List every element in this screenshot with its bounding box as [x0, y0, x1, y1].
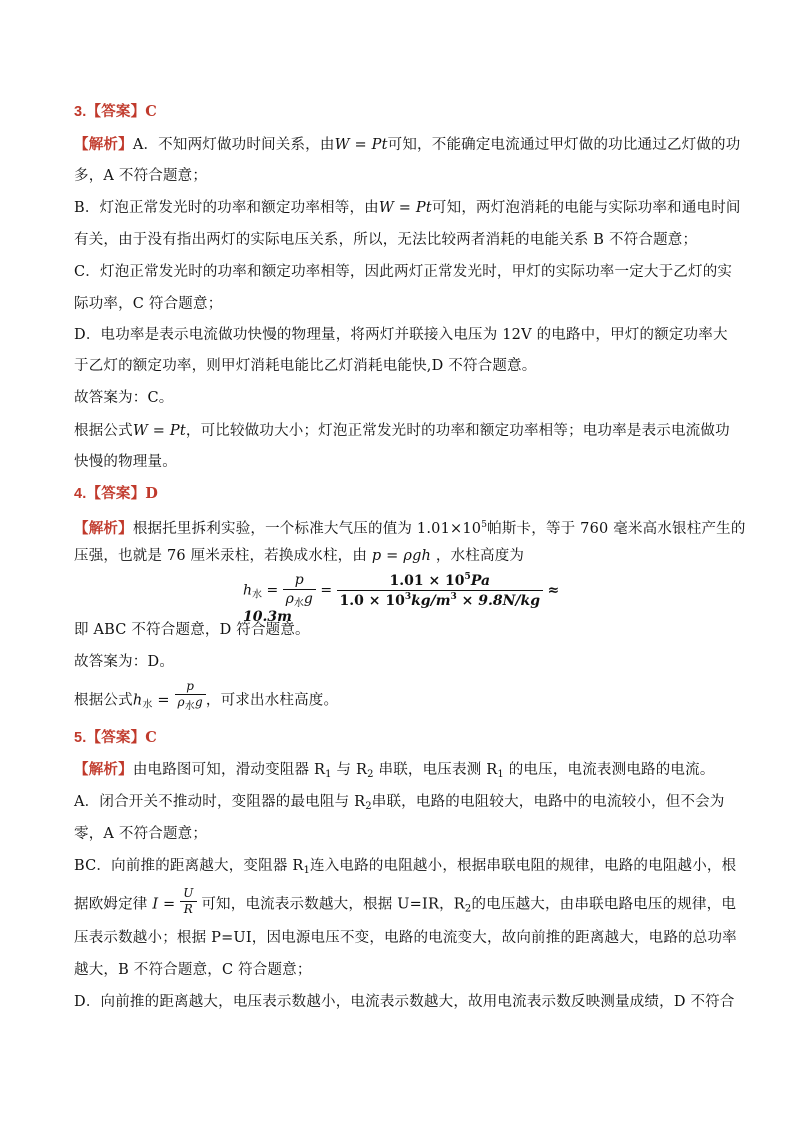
q3-answer-tag: 【答案】C — [86, 103, 158, 120]
q3-text: 际功率，C 符合题意； — [74, 296, 223, 312]
fraction-p-over-rho-g — [283, 572, 316, 609]
q4-text: ，水柱高度为 — [435, 548, 525, 564]
subscript: 水 — [184, 701, 195, 712]
formula-p-rho-g-h: p = ρgh — [371, 548, 432, 564]
q5-text: 可知，电流表示数越大，根据 U=IR，R — [201, 896, 465, 913]
q4-line-4 — [74, 652, 734, 672]
denominator-text: 1.0 × 10 — [339, 593, 405, 609]
formula-symbol: h — [132, 692, 143, 709]
q3-text: D．电功率是表示电流做功快慢的物理量，将两灯并联接入电压为 12V 的电路中，甲灯的额定功率大 — [74, 327, 728, 343]
subscript: 2 — [367, 769, 374, 780]
fraction-u-over-r — [180, 887, 196, 916]
q5-text: BC．向前推的距离越大，变阻器 R — [74, 858, 304, 874]
q4-line-1 — [74, 515, 746, 539]
q5-answer-tag: 【答案】C — [86, 729, 158, 746]
q3-number: 3. — [74, 104, 87, 120]
formula-symbol: g — [195, 695, 203, 709]
water-column-height-formula — [243, 572, 573, 625]
q3-text: ，可比较做功大小；灯泡正常发光时的功率和额定功率相等；电功率是表示电流做功 — [185, 423, 730, 439]
q3-text: 可知，两灯泡消耗的电能与实际功率和通电时间 — [431, 200, 741, 216]
q5-line-5 — [74, 886, 737, 920]
subscript: 水 — [252, 589, 263, 601]
formula-symbol: ρ — [177, 695, 185, 709]
q4-answer-heading — [74, 484, 734, 504]
q3-text: A．不知两灯做功时间关系，由 — [132, 137, 335, 153]
q5-line-2 — [74, 792, 734, 817]
formula-symbol: I — [152, 896, 159, 913]
formula-symbol: h — [243, 582, 253, 599]
formula-symbol: g — [303, 591, 313, 607]
q4-answer-tag: 【答案】D — [86, 485, 159, 502]
superscript: 3 — [450, 592, 457, 602]
q3-line-4 — [74, 230, 734, 250]
formula-w-pt: W = Pt — [334, 137, 388, 153]
q3-text: B．灯泡正常发光时的功率和额定功率相等，由 — [74, 200, 379, 216]
unit: Pa — [470, 573, 491, 589]
q4-line-5 — [74, 679, 734, 717]
q3-line-9 — [74, 388, 734, 408]
q5-text: 据欧姆定律 — [74, 896, 148, 913]
q4-text: 故答案为：D。 — [74, 654, 175, 670]
formula-w-pt: W = Pt — [378, 200, 432, 216]
q5-text: 越大，B 不符合题意，C 符合题意； — [74, 962, 312, 978]
q5-text: A．闭合开关不推动时，变阻器的最电阻与 R — [74, 794, 366, 810]
q5-line-4 — [74, 856, 737, 881]
q5-text: 的电压，电流表测电路的电流。 — [503, 762, 715, 778]
q3-line-10 — [74, 421, 734, 441]
formula-w-pt: W = Pt — [132, 423, 186, 439]
q5-line-1 — [74, 760, 734, 785]
q5-text: 由电路图可知，滑动变阻器 R — [132, 762, 326, 778]
q5-text: 与 R — [331, 762, 368, 778]
q3-text: C．灯泡正常发光时的功率和额定功率相等，因此两灯正常发光时，甲灯的实际功率一定大于乙灯的实 — [74, 264, 733, 280]
q3-text: 有关，由于没有指出两灯的实际电压关系，所以，无法比较两者消耗的电能关系 B 不符合题意； — [74, 232, 698, 248]
q5-text: 串联，电路的电阻较大，电路中的电流较小，但不会为 — [371, 794, 725, 810]
q3-line-2 — [74, 166, 734, 186]
q3-line-8 — [74, 356, 734, 376]
q4-text: 即 ABC 不符合题意，D 符合题意。 — [74, 622, 310, 638]
subscript: 2 — [365, 801, 372, 812]
superscript: 5 — [464, 572, 471, 582]
q3-line-6 — [74, 294, 734, 314]
formula-symbol: U — [183, 886, 194, 900]
formula-symbol: p — [294, 572, 304, 588]
q4-line-2 — [74, 546, 734, 566]
subscript: 1 — [497, 769, 504, 780]
q3-text: 可知，不能确定电流通过甲灯做的功比通过乙灯做的功 — [387, 137, 741, 153]
q3-line-3 — [74, 198, 741, 218]
formula-symbol: ρ — [285, 591, 294, 607]
q3-text: 多，A 不符合题意； — [74, 168, 208, 184]
subscript: 1 — [325, 769, 332, 780]
q3-text: 于乙灯的额定功率，则甲灯消耗电能比乙灯消耗电能快,D 不符合题意。 — [74, 358, 537, 374]
q3-answer-heading — [74, 102, 734, 122]
q3-line-11 — [74, 452, 734, 472]
unit: kg/m — [411, 593, 451, 609]
q3-line-1 — [74, 135, 741, 155]
subscript: 水 — [293, 598, 304, 609]
q4-text: 压强，也就是 76 厘米汞柱，若换成水柱，由 — [74, 548, 368, 564]
q3-text: 故答案为：C。 — [74, 390, 174, 406]
unit: × 9.8N/kg — [456, 593, 541, 609]
q4-text: 根据托里拆利实验，一个标准大气压的值为 1.01×10 — [132, 521, 482, 537]
subscript: 2 — [464, 903, 472, 915]
q5-line-3 — [74, 824, 734, 844]
q4-line-3 — [74, 620, 734, 640]
formula-symbol: R — [183, 902, 193, 916]
subscript: 水 — [142, 699, 153, 711]
superscript: 5 — [481, 520, 488, 530]
q5-line-8 — [74, 992, 734, 1012]
q5-text: 连入电路的电阻越小，根据串联电阻的规律，电路的电阻越小，根 — [310, 858, 737, 874]
q3-analysis-tag: 【解析】 — [74, 136, 133, 153]
subscript: 1 — [303, 865, 311, 876]
equals-sign: = — [266, 582, 279, 599]
q3-text: 根据公式 — [74, 423, 133, 439]
q5-text: 的电压越大，由串联电路电压的规律，电 — [471, 896, 737, 913]
q5-number: 5. — [74, 730, 87, 746]
q3-line-7 — [74, 325, 734, 345]
q5-text: 压表示数越小；根据 P=UI，因电源电压不变，电路的电流变大，故向前推的距离越大，电路的总功率 — [74, 930, 737, 946]
q3-line-5 — [74, 262, 734, 282]
q5-text: D．向前推的距离越大，电压表示数越小，电流表示数越大，故用电流表示数反映测量成绩，D 不符合 — [74, 994, 735, 1010]
q4-text: ，可求出水柱高度。 — [205, 692, 339, 709]
formula-result: ≈ 10.3m — [243, 582, 560, 625]
numerator-text: 1.01 × 10 — [389, 573, 465, 589]
fraction-numeric — [337, 572, 544, 609]
equals-sign: = — [152, 692, 175, 709]
q5-line-7 — [74, 960, 734, 980]
q5-text: 串联，电压表测 R — [373, 762, 498, 778]
q3-text: 快慢的物理量。 — [74, 454, 177, 470]
equals-sign: = — [158, 896, 181, 913]
q4-text: 根据公式 — [74, 692, 133, 709]
superscript: 3 — [404, 592, 412, 602]
q5-analysis-tag: 【解析】 — [74, 761, 133, 778]
equals-sign: = — [320, 582, 333, 599]
q5-answer-heading — [74, 728, 734, 748]
q5-line-6 — [74, 928, 737, 948]
q5-text: 零，A 不符合题意； — [74, 826, 208, 842]
fraction-p-over-rho-g — [175, 680, 206, 713]
q4-analysis-tag: 【解析】 — [74, 520, 133, 537]
formula-symbol: p — [186, 679, 195, 693]
q4-text: 帕斯卡，等于 760 毫米高水银柱产生的 — [487, 521, 746, 537]
q4-number: 4. — [74, 486, 87, 502]
